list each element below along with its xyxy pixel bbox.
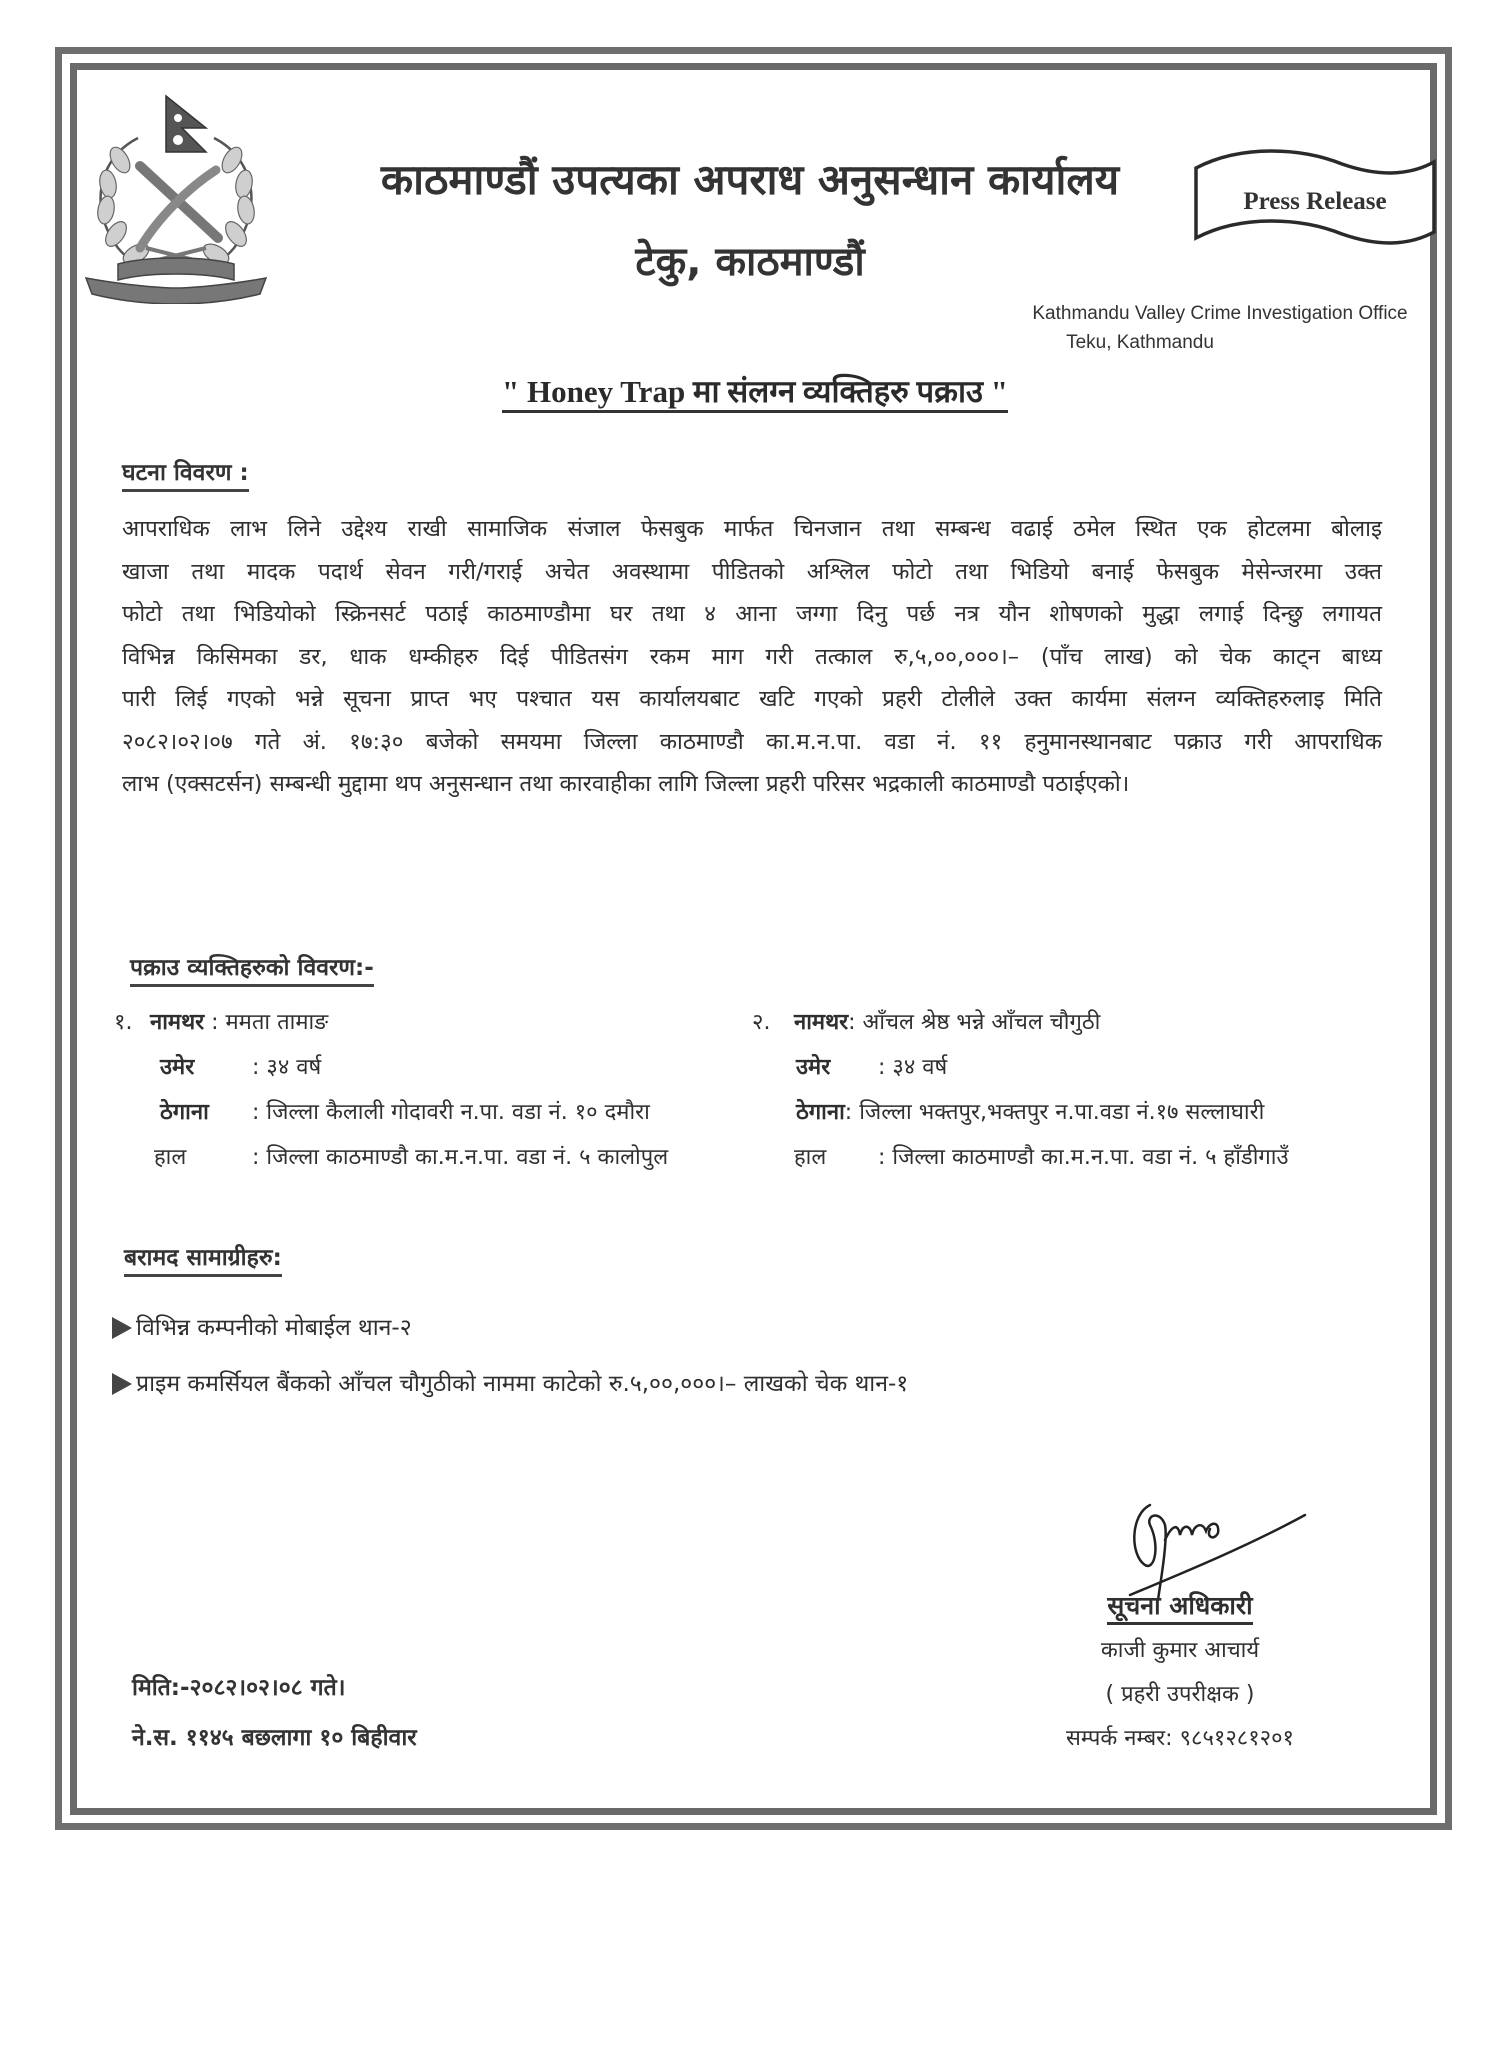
person-age: ३४ वर्ष bbox=[266, 1055, 322, 1080]
office-name-en: Kathmandu Valley Crime Investigation Office bbox=[1032, 303, 1408, 324]
person-address: जिल्ला कैलाली गोदावरी न.पा. वडा नं. १० दमौरा bbox=[266, 1100, 650, 1125]
office-name-np: काठमाण्डौं उपत्यका अपराध अनुसन्धान कार्यालय bbox=[380, 155, 1120, 204]
press-release-title-text: " Honey Trap मा संलग्न व्यक्तिहरु पक्राउ " bbox=[502, 374, 1008, 413]
person-current-address: जिल्ला काठमाण्डौ का.म.न.पा. वडा नं. ५ हाँडीगाउँ bbox=[892, 1145, 1289, 1170]
arrow-bullet-icon bbox=[112, 1317, 132, 1339]
incident-line: पारी लिई गएको भन्ने सूचना प्राप्त भए पश्चात यस कार्यालयबाट खटि गएको प्रहरी टोलीले उक्त कार्यमा संलग्न व्यक्तिहरुलाइ मिति bbox=[122, 686, 1382, 712]
incident-line: विभिन्न किसिमका डर, धाक धम्कीहरु दिई पीडितसंग रकम माग गरी तत्काल रु,५,००,०००।– (पाँच लाख) को चेक काट्न बाध्य bbox=[122, 643, 1382, 670]
person-number: २. bbox=[752, 1010, 771, 1035]
incident-line: खाजा तथा मादक पदार्थ सेवन गरी/गराई अचेत अवस्थामा पीडितको अश्लिल फोटो तथा भिडियो बनाई फेसबुक मेसेन्जरमा उक्त bbox=[122, 558, 1382, 585]
person-name: ममता तामाङ bbox=[225, 1010, 329, 1035]
current-label: हाल bbox=[794, 1145, 827, 1170]
incident-line: लाभ (एक्सटर्सन) सम्बन्धी मुद्दामा थप अनुसन्धान तथा कारवाहीका लागि जिल्ला प्रहरी परिसर भद्रकाली काठमाण्डौ पठाईएको। bbox=[122, 771, 1130, 797]
office-location-en: Teku, Kathmandu bbox=[1066, 332, 1214, 353]
person-current-address: जिल्ला काठमाण्डौ का.म.न.पा. वडा नं. ५ कालोपुल bbox=[266, 1145, 669, 1170]
address-label: ठेगाना bbox=[796, 1100, 845, 1125]
address-label: ठेगाना bbox=[160, 1100, 209, 1125]
incident-line: आपराधिक लाभ लिने उद्देश्य राखी सामाजिक संजाल फेसबुक मार्फत चिनजान तथा सम्बन्ध वढाई ठमेल स्थित एक होटलमा बोलाइ bbox=[122, 516, 1382, 542]
list-item bbox=[112, 1356, 908, 1412]
arrested-person-1: १. नामथर : ममता तामाङ उमेर : ३४ वर्ष ठेगाना : जिल्ला कैलाली गोदावरी न.पा. वडा नं. १० दमौरा हाल : जिल्ला काठमाण्डौ का.म.न.पा. वडा नं. ५ कालोपुल bbox=[114, 1000, 668, 1180]
person-address: जिल्ला भक्तपुर,भक्तपुर न.पा.वडा नं.१७ सल्लाघारी bbox=[859, 1100, 1265, 1125]
officer-name: काजी कुमार आचार्य bbox=[1100, 1638, 1260, 1663]
incident-line: फोटो तथा भिडियोको स्क्रिनसर्ट पठाई काठमाण्डौमा घर तथा ४ आना जग्गा दिनु पर्छ नत्र यौन शोषणको मुद्धा लगाई दिन्छु लगायत bbox=[122, 601, 1382, 627]
office-location-np: टेकु, काठमाण्डौं bbox=[635, 239, 865, 285]
name-label: नामथर bbox=[794, 1010, 849, 1035]
arrested-person-2: २. नामथर : आँचल श्रेष्ठ भन्ने आँचल चौगुठी उमेर : ३४ वर्ष ठेगाना : जिल्ला भक्तपुर,भक्तपुर न.पा.वडा नं.१७ सल्लाघारी हाल : जिल्ला काठमाण्डौ का.म.न.पा. वडा नं. ५ हाँडीगाउँ bbox=[752, 1000, 1289, 1180]
officer-title bbox=[1000, 1588, 1360, 1622]
age-label: उमेर bbox=[796, 1055, 831, 1080]
officer-rank: ( प्रहरी उपरीक्षक ) bbox=[1105, 1682, 1255, 1707]
list-item bbox=[112, 1300, 908, 1356]
press-release-title bbox=[300, 370, 1210, 412]
officer-block bbox=[1000, 1588, 1360, 1752]
incident-paragraph bbox=[122, 508, 1382, 806]
arrested-heading: पक्राउ व्यक्तिहरुको विवरण:- bbox=[130, 950, 374, 987]
name-label: नामथर bbox=[150, 1010, 205, 1035]
person-number: १. bbox=[114, 1010, 133, 1035]
officer-contact: सम्पर्क नम्बर: ९८५१२८१२०१ bbox=[1065, 1726, 1294, 1751]
arrow-bullet-icon bbox=[112, 1373, 132, 1395]
officer-title-text: सूचना अधिकारी bbox=[1107, 1591, 1252, 1625]
incident-heading: घटना विवरण : bbox=[122, 455, 249, 492]
press-release-label: Press Release bbox=[1243, 188, 1387, 215]
recovered-heading: बरामद सामाग्रीहरु: bbox=[124, 1240, 282, 1277]
issue-date: मिति:-२०८२।०२।०८ गते। bbox=[132, 1675, 346, 1701]
current-label: हाल bbox=[154, 1145, 187, 1170]
incident-line: २०८२।०२।०७ गते अं. १७:३० बजेको समयमा जिल्ला काठमाण्डौ का.म.न.पा. वडा नं. ११ हनुमानस्थानबाट पक्राउ गरी आपराधिक bbox=[122, 728, 1382, 755]
recovered-item-text: प्राइम कमर्सियल बैंकको आँचल चौगुठीको नाममा काटेको रु.५,००,०००।– लाखको चेक थान-१ bbox=[136, 1371, 909, 1397]
age-label: उमेर bbox=[160, 1055, 195, 1080]
nepal-sambat-date: ने.स. ११४५ बछलागा १० बिहीवार bbox=[132, 1725, 417, 1751]
person-age: ३४ वर्ष bbox=[892, 1055, 948, 1080]
recovered-item-text: विभिन्न कम्पनीको मोबाईल थान-२ bbox=[136, 1315, 412, 1341]
recovered-items-list bbox=[112, 1300, 908, 1412]
nepal-police-emblem-icon bbox=[78, 88, 274, 304]
person-name: आँचल श्रेष्ठ भन्ने आँचल चौगुठी bbox=[862, 1010, 1101, 1035]
